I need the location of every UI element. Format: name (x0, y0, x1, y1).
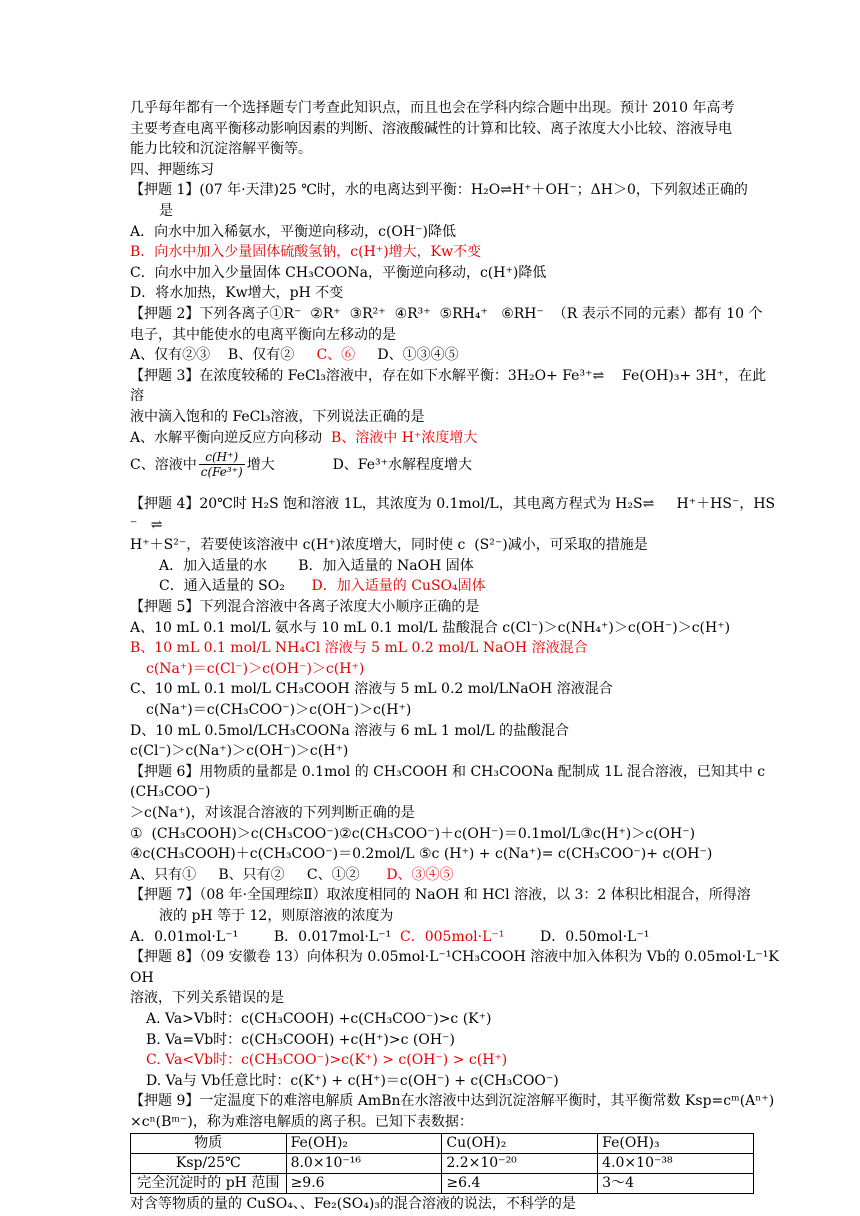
q8-option-d: D. Va与 Vb任意比时：c(K⁺) + c(H⁺)＝c(OH⁻) + c(CH₃COO⁻) (146, 1072, 559, 1089)
table-cell: 8.0×10⁻¹⁶ (286, 1153, 442, 1173)
q5-option-d: D、10 mL 0.5mol/LCH₃COONa 溶液与 6 mL 1 mol/L 的盐酸混合 (130, 722, 570, 739)
q4-stem-cont: H⁺＋S²⁻，若要使该溶液中 c(H⁺)浓度增大，同时使 c (S²⁻)减小，可采取的措施是 (130, 537, 648, 554)
table-header-row (131, 1133, 754, 1153)
q3-options-cd (130, 448, 780, 494)
q5-stem: 【押题 5】下列混合溶液中各离子浓度大小顺序正确的是 (130, 599, 480, 616)
q9-stem-cont: ×cⁿ(Bᵐ⁻)，称为难溶电解质的离子积。已知下表数据： (130, 1113, 473, 1130)
q5-option-c-cont: c(Na⁺)＝c(CH₃COO⁻)＞c(OH⁻)＞c(H⁺) (146, 702, 412, 719)
q5-option-a: A、10 mL 0.1 mol/L 氨水与 10 mL 0.1 mol/L 盐酸混合 c(Cl⁻)＞c(NH₄⁺)＞c(OH⁻)＞c(H⁺) (130, 619, 731, 636)
section-title: 四、押题练习 (130, 161, 214, 178)
table-row (131, 1153, 754, 1173)
table-cell: 3～4 (598, 1173, 754, 1193)
q5-option-c: C、10 mL 0.1 mol/L CH₃COOH 溶液与 5 mL 0.2 mol/LNaOH 溶液混合 (130, 681, 613, 698)
q5-option-b-answer-cont: c(Na⁺)＝c(Cl⁻)＞c(OH⁻)＞c(H⁺) (146, 660, 365, 677)
concentration-fraction (199, 450, 245, 479)
q6-option-d-answer: D、③④⑤ (386, 866, 454, 883)
q6-options (130, 865, 780, 886)
fraction-numerator: c(H⁺) (199, 450, 245, 465)
document-page (130, 98, 780, 1214)
q3-option-c-suffix: 增大 D、Fe³⁺水解程度增大 (246, 457, 473, 474)
table-cell: 4.0×10⁻³⁸ (598, 1153, 754, 1173)
q3-option-a: A、水解平衡向逆反应方向移动 (130, 429, 332, 446)
q7-stem-cont: 液的 pH 等于 12，则原溶液的浓度为 (159, 907, 394, 924)
ksp-table (130, 1133, 754, 1194)
q7-stem: 【押题 7】（08 年·全国理综Ⅱ）取浓度相同的 NaOH 和 HCl 溶液，以 3：2 体积比相混合，所得溶 (130, 887, 751, 904)
q4-stem: 【押题 4】20℃时 H₂S 饱和溶液 1L，其浓度为 0.1mol/L，其电离方程式为 H₂S⇌ H⁺＋HS⁻，HS⁻ ⇌ (130, 496, 776, 533)
q1-stem-cont: 是 (159, 202, 173, 219)
intro-line: 几乎每年都有一个选择题专门考查此知识点，而且也会在学科内综合题中出现。预计 2010 年高考 (130, 100, 735, 116)
table-cell: ≥9.6 (286, 1173, 442, 1193)
q2-options (130, 345, 780, 366)
table-cell: 完全沉淀时的 pH 范围 (131, 1173, 287, 1193)
q8-option-b: B. Va=Vb时：c(CH₃COOH) +c(H⁺)>c (OH⁻) (146, 1031, 455, 1048)
table-cell: Ksp/25℃ (131, 1153, 287, 1173)
q3-stem-cont: 液中滴入饱和的 FeCl₃溶液，下列说法正确的是 (130, 408, 425, 425)
table-row (131, 1173, 754, 1193)
q1-stem: 【押题 1】(07 年·天津)25 ℃时，水的电离达到平衡：H₂O⇌H⁺＋OH⁻；ΔH＞0，下列叙述正确的 (130, 182, 748, 199)
q4-option-c: C．通入适量的 SO₂ (159, 578, 312, 595)
q7-options (130, 927, 780, 948)
q5-option-b-answer: B、10 mL 0.1 mol/L NH₄Cl 溶液与 5 mL 0.2 mol/L NaOH 溶液混合 (130, 640, 588, 657)
q2-options-ab: A、仅有②③ B、仅有② (130, 347, 317, 364)
q6-stem: 【押题 6】用物质的量都是 0.1mol 的 CH₃COOH 和 CH₃COONa 配制成 1L 混合溶液，已知其中 c(CH₃COO⁻) (130, 763, 766, 801)
intro-line: 能力比较和沉淀溶解平衡等。 (130, 141, 312, 158)
q7-option-c-answer: C．005mol·L⁻¹ (400, 928, 505, 945)
q7-options-ab: A．0.01mol·L⁻¹ B．0.017mol·L⁻¹ (130, 928, 401, 945)
q5-option-d-cont: c(Cl⁻)＞c(Na⁺)＞c(OH⁻)＞c(H⁺) (130, 743, 349, 760)
q6-options-abc: A、只有① B、只有② C、①② (130, 866, 387, 883)
q3-option-b-answer: B、溶液中 H⁺浓度增大 (331, 429, 478, 446)
q1-option-d: D．将水加热，Kw增大，pH 不变 (130, 285, 344, 302)
table-header-cell: Fe(OH)₃ (598, 1133, 754, 1153)
q4-options-ab: A．加入适量的水 B．加入适量的 NaOH 固体 (159, 557, 474, 574)
q9-stem: 【押题 9】一定温度下的难溶电解质 AmBn在水溶液中达到沉淀溶解平衡时，其平衡常数 Ksp=cᵐ(Aⁿ⁺) (130, 1093, 775, 1110)
intro-line: 主要考查电离平衡移动影响因素的判断、溶液酸碱性的计算和比较、离子浓度大小比较、溶液导电 (130, 120, 732, 137)
q2-stem-cont: 电子，其中能使水的电离平衡向左移动的是 (130, 326, 396, 343)
q3-stem: 【押题 3】在浓度较稀的 FeCl₃溶液中，存在如下水解平衡：3H₂O+ Fe³⁺⇌ Fe(OH)₃+ 3H⁺，在此溶 (130, 367, 767, 405)
q3-option-c-prefix: C、溶液中 (130, 457, 197, 474)
fraction-denominator: c(Fe³⁺) (200, 464, 243, 479)
q9-after-table: 对含等物质的量的 CuSO₄、、Fe₂(SO₄)₃的混合溶液的说法，不科学的是 (130, 1195, 576, 1212)
table-header-cell: Cu(OH)₂ (442, 1133, 598, 1153)
q1-option-a: A．向水中加入稀氨水，平衡逆向移动，c(OH⁻)降低 (130, 223, 456, 240)
q4-options-cd (130, 576, 780, 597)
q1-option-c: C．向水中加入少量固体 CH₃COONa，平衡逆向移动，c(H⁺)降低 (130, 264, 547, 281)
q6-statements-1: ① (CH₃COOH)＞c(CH₃COO⁻)②c(CH₃COO⁻)＋c(OH⁻)＝0.1mol/L③c(H⁺)＞c(OH⁻) (130, 825, 696, 842)
q6-stem-cont: ＞c(Na⁺)，对该混合溶液的下列判断正确的是 (130, 805, 415, 821)
q1-option-b-answer: B．向水中加入少量固体硫酸氢钠，c(H⁺)增大，Kw不变 (130, 244, 482, 261)
q3-options-ab (130, 428, 780, 449)
q8-stem: 【押题 8】（09 安徽卷 13）向体积为 0.05mol·L⁻¹CH₃COOH 溶液中加入体积为 Vb的 0.05mol·L⁻¹KOH (130, 949, 779, 986)
q2-stem: 【押题 2】下列各离子①R⁻ ②R⁺ ③R²⁺ ④R³⁺ ⑤RH₄⁺ ⑥RH⁻ （R 表示不同的元素）都有 10 个 (130, 305, 763, 322)
q7-option-d: D．0.50mol·L⁻¹ (504, 928, 650, 945)
table-header-cell: 物质 (131, 1133, 287, 1153)
q4-option-d-answer: D．加入适量的 CuSO₄固体 (311, 578, 486, 595)
table-cell: 2.2×10⁻²⁰ (442, 1153, 598, 1173)
q2-option-d: D、①③④⑤ (355, 347, 459, 364)
q8-stem-cont: 溶液，下列关系错误的是 (130, 990, 284, 1007)
q6-statements-2: ④c(CH₃COOH)＋c(CH₃COO⁻)＝0.2mol/L ⑤c (H⁺) + c(Na⁺)= c(CH₃COO⁻)+ c(OH⁻) (130, 846, 713, 863)
q2-option-c-answer: C、⑥ (316, 347, 356, 364)
table-header-cell: Fe(OH)₂ (286, 1133, 442, 1153)
table-cell: ≥6.4 (442, 1173, 598, 1193)
q8-option-a: A. Va>Vb时：c(CH₃COOH) +c(CH₃COO⁻)>c (K⁺) (146, 1010, 492, 1027)
q8-option-c-answer: C. Va<Vb时：c(CH₃COO⁻)>c(K⁺) > c(OH⁻) > c(H⁺) (146, 1052, 508, 1069)
